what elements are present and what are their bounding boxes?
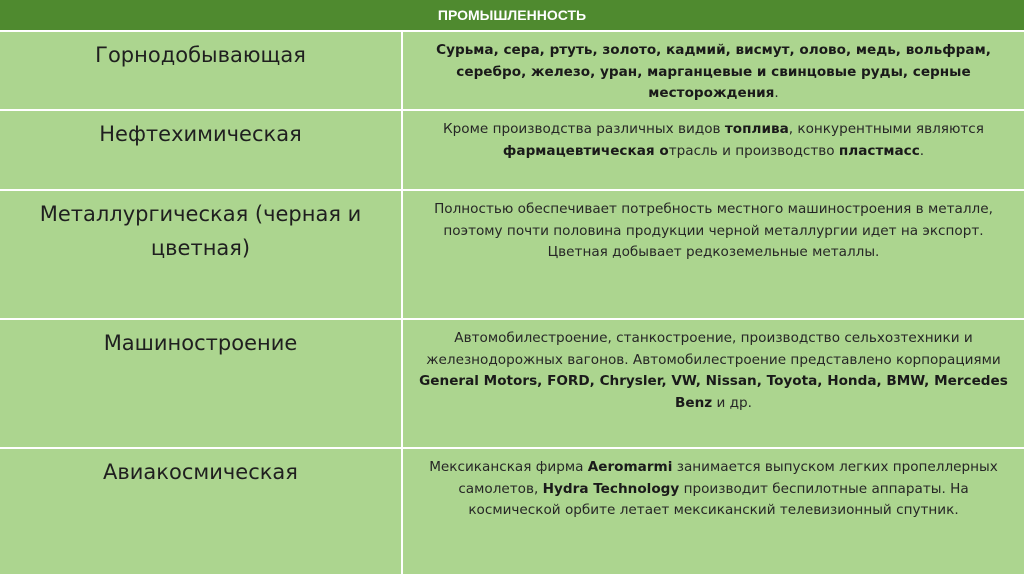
description-bold-text: фармацевтическая о [502,142,669,159]
description-text: . [919,142,925,159]
table-row-1-desc-cell [403,111,1024,191]
table-header [0,0,1024,32]
description-text: и др. [712,394,752,411]
description-bold-text: пластмасс [838,142,920,159]
table-row-0-name-cell [0,32,403,111]
description-text: занимается выпуском легких пропеллерных самолетов, [458,459,998,497]
table-row-3-desc-cell [403,320,1024,449]
description-text: . [774,85,779,101]
industry-description [403,320,1024,414]
description-text: Полностью обеспечивает потребность местного машиностроения в металле, поэтому почти половина продукции черной металлургии идет на экспорт. Цветная добывает редкоземельные металлы. [434,201,993,260]
industry-name: Нефтехимическая [99,122,302,146]
description-text: трасль и производство [668,142,839,159]
table-header-title: ПРОМЫШЛЕННОСТЬ [437,7,587,23]
table-row-4-desc-cell [403,449,1024,574]
table-row-2-name-cell [0,191,403,320]
industry-name: Металлургическая (черная и цветная) [39,202,362,260]
table-row-0-desc-cell [403,32,1024,111]
description-bold-text: Aeromarmi [587,459,673,475]
industry-description [403,449,1024,522]
industry-description [403,111,1024,162]
description-bold-text: Hydra Technology [542,480,680,497]
description-bold-text: General Motors, FORD, Chrysler, VW, Nissan, Toyota, Honda, BMW, Mercedes Benz [419,373,1008,411]
industry-description [403,32,1024,105]
table-row-4-name-cell [0,449,403,574]
table-row-3-name-cell [0,320,403,449]
description-text: Автомобилестроение, станкостроение, производство сельхозтехники и железнодорожных вагонов. Автомобилестроение представлено корпорациями [426,330,1001,368]
industry-name: Горнодобывающая [95,43,306,67]
description-bold-text: топлива [724,121,789,137]
table-row-2-desc-cell [403,191,1024,320]
table-row-1-name-cell [0,111,403,191]
industry-name: Машиностроение [103,331,298,355]
description-bold-text: Сурьма, сера, ртуть, золото, кадмий, висмут, олово, медь, вольфрам, серебро, железо, уран, марганцевые и свинцовые руды, серные месторождения [436,42,991,101]
description-text: производит беспилотные аппараты. На космической орбите летает мексиканский телевизионный спутник. [468,480,969,518]
description-text: , конкурентными являются [788,121,984,137]
description-text: Кроме производства различных видов [443,121,725,137]
industry-description [403,191,1024,264]
industry-name: Авиакосмическая [103,460,298,484]
description-text: Мексиканская фирма [429,459,588,475]
